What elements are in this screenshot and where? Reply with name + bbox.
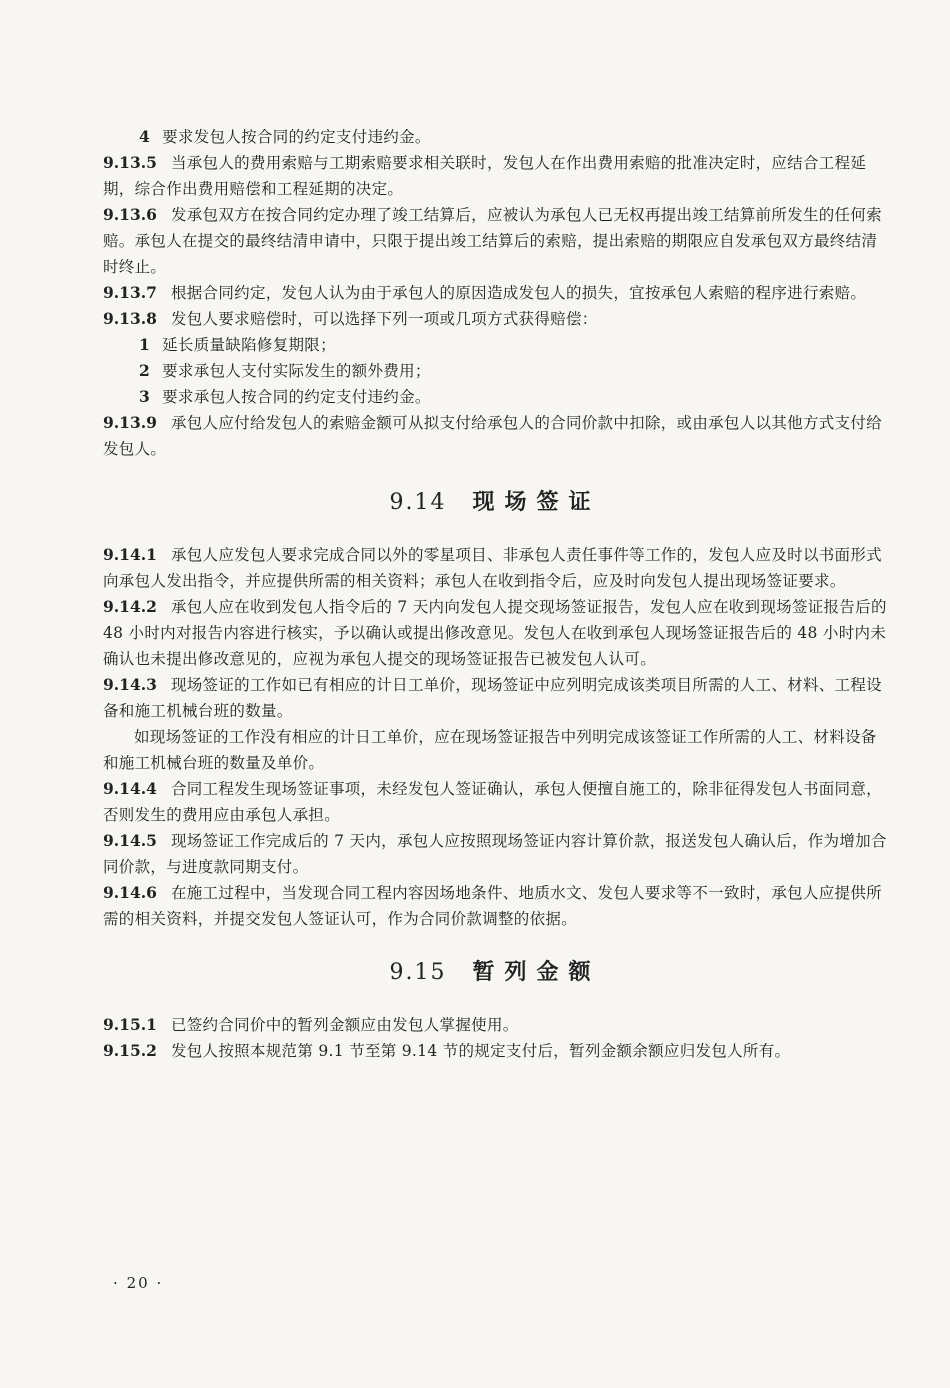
- clause-9-14-1: [103, 542, 887, 594]
- list-item: [103, 384, 887, 410]
- section-heading-9-14: [103, 462, 887, 542]
- clause-number: 9.14.6: [103, 883, 157, 902]
- clause-number: 9.13.7: [103, 283, 157, 302]
- clause-text: 已签约合同价中的暂列金额应由发包人掌握使用。: [170, 1016, 519, 1034]
- page-number-value: 20: [126, 1274, 150, 1292]
- clause-text: 承包人应付给发包人的索赔金额可从拟支付给承包人的合同价款中扣除，或由承包人以其他方式支付给发包人。: [103, 414, 882, 458]
- item-text: 延长质量缺陷修复期限；: [162, 336, 336, 354]
- item-text: 要求发包人按合同的约定支付违约金。: [162, 128, 431, 146]
- clause-9-13-8: [103, 306, 887, 332]
- clause-9-14-3: [103, 672, 887, 724]
- section-number: 9.15: [389, 960, 447, 985]
- clause-9-15-1: [103, 1012, 887, 1038]
- paragraph-text: 如现场签证的工作没有相应的计日工单价，应在现场签证报告中列明完成该签证工作所需的人工、材料设备和施工机械台班的数量及单价。: [103, 728, 877, 772]
- item-number: 2: [139, 361, 151, 380]
- clause-list-9-15: [103, 1012, 887, 1064]
- clause-number: 9.14.2: [103, 597, 157, 616]
- list-item: [103, 332, 887, 358]
- clause-text: 发承包双方在按合同约定办理了竣工结算后，应被认为承包人已无权再提出竣工结算前所发生的任何索赔。承包人在提交的最终结清申请中，只限于提出竣工结算后的索赔，提出索赔的期限应自发承包双方最终结清时终止。: [103, 206, 882, 276]
- clause-9-14-5: [103, 828, 887, 880]
- clause-text: 在施工过程中，当发现合同工程内容因场地条件、地质水文、发包人要求等不一致时，承包人应提供所需的相关资料，并提交发包人签证认可，作为合同价款调整的依据。: [103, 884, 882, 928]
- clause-number: 9.13.6: [103, 205, 157, 224]
- item-text: 要求承包人支付实际发生的额外费用；: [162, 362, 431, 380]
- clause-text: 发包人按照本规范第 9.1 节至第 9.14 节的规定支付后，暂列金额余额应归发包人所有。: [170, 1042, 791, 1060]
- list-item: [103, 358, 887, 384]
- clause-text: 发包人要求赔偿时，可以选择下列一项或几项方式获得赔偿：: [170, 310, 598, 328]
- item-text: 要求承包人按合同的约定支付违约金。: [162, 388, 431, 406]
- item-number: 4: [139, 127, 151, 146]
- clause-9-13-5: [103, 150, 887, 202]
- bullet-dot-icon: ·: [113, 1274, 120, 1292]
- list-item: [103, 124, 887, 150]
- clause-number: 9.14.5: [103, 831, 157, 850]
- clause-text: 现场签证的工作如已有相应的计日工单价，现场签证中应列明完成该类项目所需的人工、材料、工程设备和施工机械台班的数量。: [103, 676, 882, 720]
- clause-9-14-2: [103, 594, 887, 672]
- clause-number: 9.14.3: [103, 675, 157, 694]
- item-number: 3: [139, 387, 151, 406]
- clause-text: 现场签证工作完成后的 7 天内，承包人应按照现场签证内容计算价款，报送发包人确认后，作为增加合同价款，与进度款同期支付。: [103, 832, 887, 876]
- clause-9-14-4: [103, 776, 887, 828]
- clause-9-13-9: [103, 410, 887, 462]
- clause-number: 9.15.1: [103, 1015, 157, 1034]
- clause-number: 9.13.9: [103, 413, 157, 432]
- section-number: 9.14: [389, 490, 447, 515]
- clause-list-9-14: [103, 542, 887, 932]
- clause-9-14-6: [103, 880, 887, 932]
- clause-text: 承包人应在收到发包人指令后的 7 天内向发包人提交现场签证报告，发包人应在收到现场签证报告后的 48 小时内对报告内容进行核实，予以确认或提出修改意见。发包人在收到承包人现场签证报告后的 48 小时内未确认也未提出修改意见的，应视为承包人提交的现场签证报告已被发包人认可。: [103, 598, 887, 668]
- clause-text: 当承包人的费用索赔与工期索赔要求相关联时，发包人在作出费用索赔的批准决定时，应结合工程延期，综合作出费用赔偿和工程延期的决定。: [103, 154, 867, 198]
- clause-number: 9.13.5: [103, 153, 157, 172]
- clause-number: 9.15.2: [103, 1041, 157, 1060]
- item-number: 1: [139, 335, 151, 354]
- clause-9-13-6: [103, 202, 887, 280]
- bullet-dot-icon: ·: [156, 1274, 164, 1292]
- clause-text: 合同工程发生现场签证事项，未经发包人签证确认，承包人便擅自施工的，除非征得发包人书面同意，否则发生的费用应由承包人承担。: [103, 780, 882, 824]
- section-title: 现场签证: [472, 489, 601, 515]
- clause-number: 9.14.4: [103, 779, 157, 798]
- page-number: [113, 1274, 163, 1292]
- paragraph: [103, 724, 887, 776]
- clause-9-15-2: [103, 1038, 887, 1064]
- clause-number: 9.13.8: [103, 309, 157, 328]
- clause-list-9-13: [103, 124, 887, 462]
- section-heading-9-15: [103, 932, 887, 1012]
- clause-number: 9.14.1: [103, 545, 157, 564]
- clause-9-13-7: [103, 280, 887, 306]
- clause-text: 承包人应发包人要求完成合同以外的零星项目、非承包人责任事件等工作的，发包人应及时以书面形式向承包人发出指令，并应提供所需的相关资料；承包人在收到指令后，应及时向发包人提出现场签证要求。: [103, 546, 882, 590]
- section-title: 暂列金额: [472, 959, 601, 985]
- page-body: [103, 124, 887, 1064]
- clause-text: 根据合同约定，发包人认为由于承包人的原因造成发包人的损失，宜按承包人索赔的程序进行索赔。: [170, 284, 867, 302]
